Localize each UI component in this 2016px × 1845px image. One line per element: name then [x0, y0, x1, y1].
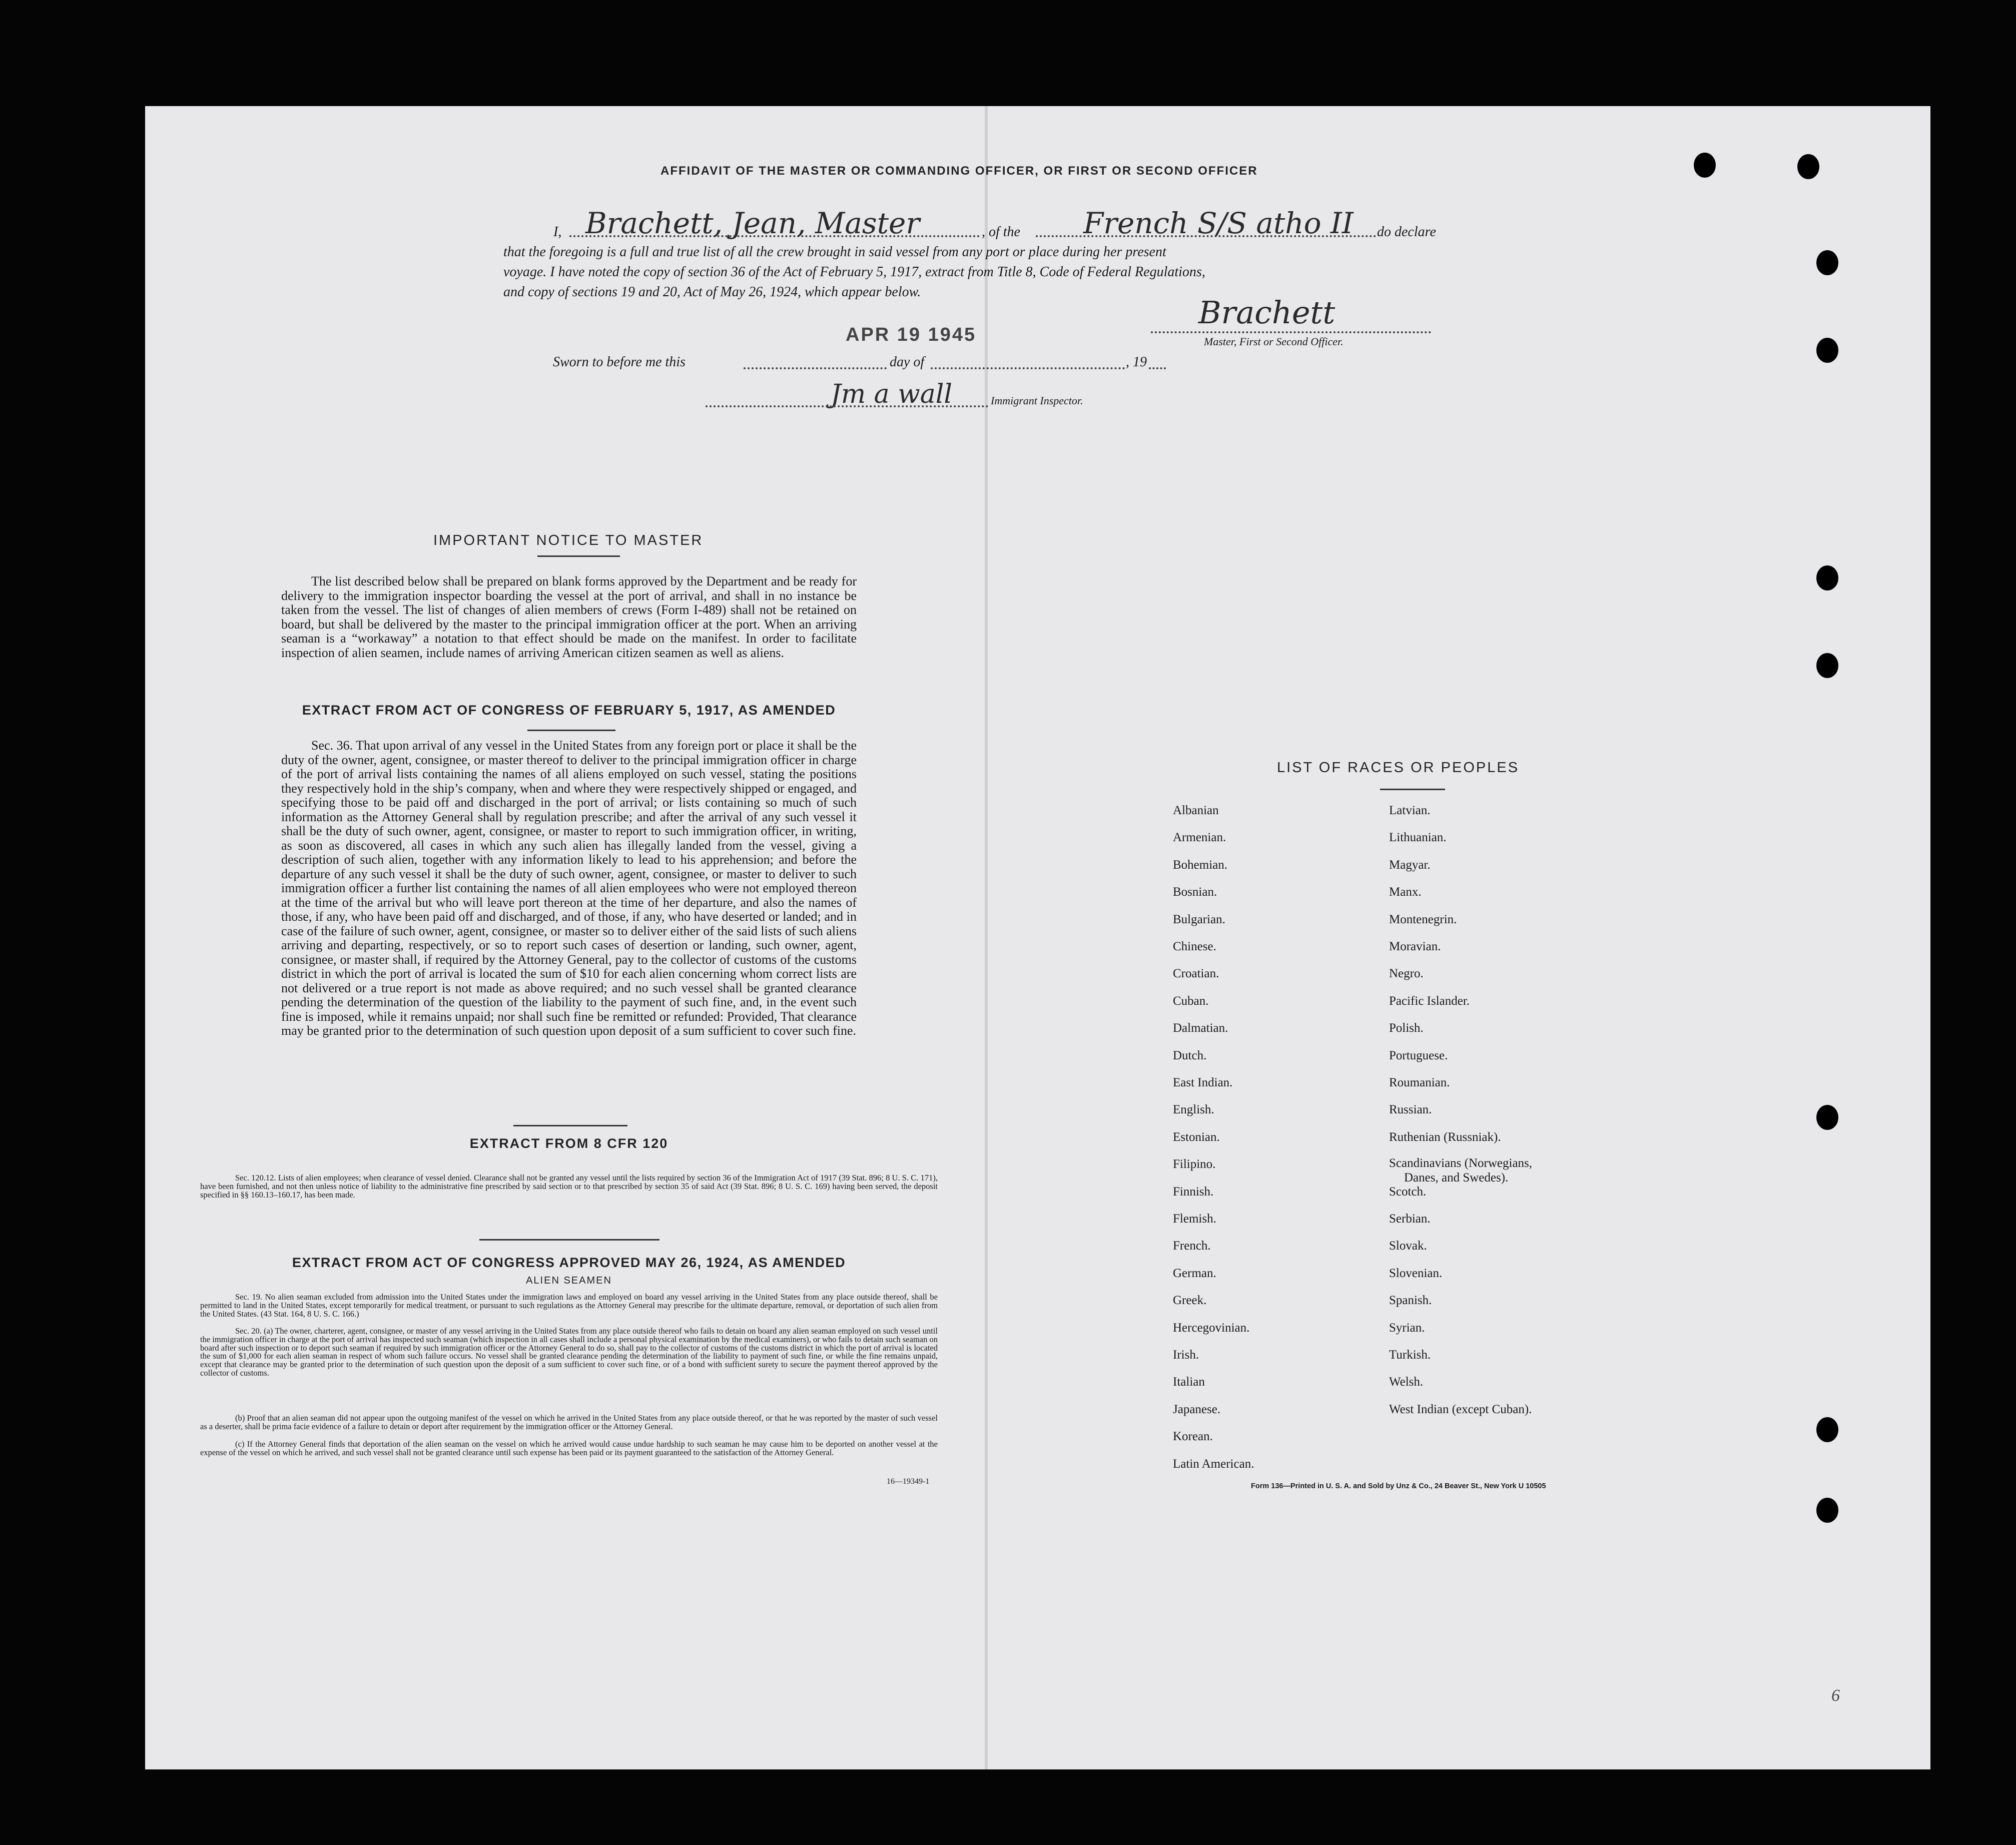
- notice-title: IMPORTANT NOTICE TO MASTER: [433, 532, 704, 548]
- race-item: Greek.: [1173, 1294, 1207, 1308]
- vessel-name-handwritten: French S/S atho II: [1083, 206, 1354, 240]
- affidavit-line-4: and copy of sections 19 and 20, Act of May 26, 1924, which appear below.: [503, 284, 921, 300]
- divider: [1380, 789, 1445, 790]
- race-item: Slovenian.: [1389, 1266, 1443, 1280]
- form-code: 16—19349-1: [887, 1477, 930, 1486]
- day-of-text: day of: [890, 354, 925, 370]
- page-fold: [985, 106, 988, 1769]
- race-item: Serbian.: [1389, 1212, 1431, 1225]
- signature-line: [1151, 331, 1431, 333]
- corner-mark: 6: [1831, 1686, 1840, 1705]
- extract-1924-sec20c: (c) If the Attorney General finds that deportation of the alien seaman on the vessel on which he arrived would cause undue hardship to such seaman he may cause him to be deported on another vessel at the expense of the vessel on which he arrived, and such vessel shall not be granted clearance until such expense has been paid or its payment guaranteed to the satisfaction of the Attorney General.: [200, 1439, 938, 1457]
- inspector-signature: Jm a wall: [831, 379, 952, 409]
- year-line: [1149, 367, 1166, 369]
- race-item: Finnish.: [1173, 1184, 1214, 1198]
- race-item: Dalmatian.: [1173, 1021, 1228, 1035]
- race-item: Cuban.: [1173, 994, 1209, 1008]
- race-item: Slovak.: [1389, 1239, 1427, 1253]
- divider: [513, 1125, 627, 1126]
- race-item: Negro.: [1389, 967, 1424, 981]
- extract-1924-sec20b: (b) Proof that an alien seaman did not appear upon the outgoing manifest of the vessel on which he arrived in the United States from any place outside thereof, or that he was reported by the master of such vessel as a deserter, shall be prima facie evidence of a failure to detain or deport after requirement by the immigration officer or the Attorney General.: [200, 1413, 938, 1431]
- race-item: Turkish.: [1389, 1348, 1431, 1362]
- race-item: Filipino.: [1173, 1157, 1216, 1171]
- affidavit-line-3: voyage. I have noted the copy of section 36 of the Act of February 5, 1917, extract from Title 8, Code of Federal Regulations,: [503, 264, 1205, 280]
- race-item: Portuguese.: [1389, 1048, 1448, 1062]
- race-item: Italian: [1173, 1375, 1205, 1389]
- cfr-body: Sec. 120.12. Lists of alien employees; when clearance of vessel denied. Clearance shall not be granted any vessel until the lists required by section 36 of the Immigration Act of 1917 (39 Stat. 896; 8 U. S. C. 171), have been furnished, and not then unless notice of liability to the administrative fine prescribed by said section or to that prescribed by section 35 of said Act (39 Stat. 896; 8 U. S. C. 169) having been served, the deposit specified in §§ 160.13–160.17, has been made.: [200, 1173, 938, 1199]
- inspector-line: [706, 405, 988, 407]
- race-item: Ruthenian (Russniak).: [1389, 1130, 1501, 1144]
- printer-line: Form 136—Printed in U. S. A. and Sold by Unz & Co., 24 Beaver St., New York U 10505: [1251, 1482, 1546, 1490]
- binder-hole: [1816, 653, 1838, 678]
- race-item: Manx.: [1389, 885, 1422, 899]
- race-item: Spanish.: [1389, 1294, 1432, 1308]
- binder-hole: [1816, 338, 1838, 363]
- race-item: Lithuanian.: [1389, 831, 1447, 845]
- race-item: Dutch.: [1173, 1048, 1207, 1062]
- master-signature: Brachett: [1198, 294, 1335, 331]
- notice-body: The list described below shall be prepared on blank forms approved by the Department and be ready for delivery to the immigration inspector boarding the vessel at the port of arrival, and shall in no instance be taken from the vessel. The list of changes of alien members of crews (Form I-489) shall not be retained on board, but shall be delivered by the master to the principal immigration officer at the port. When an arriving seaman is a “workaway” a notation to that effect should be made on the manifest. In order to facilitate inspection of alien seamen, include names of arriving American citizen seamen as well as aliens.: [281, 574, 857, 660]
- race-item: Korean.: [1173, 1430, 1213, 1444]
- race-item: East Indian.: [1173, 1076, 1233, 1089]
- binder-hole: [1816, 250, 1838, 275]
- binder-hole: [1816, 565, 1838, 590]
- race-item: Scandinavians (Norwegians,: [1389, 1156, 1533, 1170]
- of-the-text: , of the: [982, 224, 1020, 240]
- alien-seamen-subtitle: ALIEN SEAMEN: [526, 1275, 612, 1286]
- month-line: [931, 367, 1125, 369]
- race-item: Syrian.: [1389, 1321, 1425, 1335]
- race-item: Chinese.: [1173, 940, 1216, 953]
- race-item: Estonian.: [1173, 1130, 1220, 1144]
- inspector-caption: Immigrant Inspector.: [991, 394, 1083, 407]
- race-item: French.: [1173, 1239, 1211, 1253]
- race-item: Armenian.: [1173, 831, 1226, 845]
- race-item: Polish.: [1389, 1021, 1424, 1035]
- race-item: English.: [1173, 1103, 1214, 1117]
- race-item: Scotch.: [1389, 1184, 1427, 1198]
- race-item: West Indian (except Cuban).: [1389, 1402, 1532, 1416]
- affidavit-line-2: that the foregoing is a full and true list of all the crew brought in said vessel from any port or place during her present: [503, 244, 1166, 260]
- race-item: Danes, and Swedes).: [1404, 1171, 1509, 1185]
- race-item: Bosnian.: [1173, 885, 1217, 899]
- race-item: Welsh.: [1389, 1375, 1424, 1389]
- binder-hole: [1797, 154, 1819, 179]
- extract-1924-sec20a: Sec. 20. (a) The owner, charterer, agent, consignee, or master of any vessel arriving in the United States from any place outside thereof who fails to detain on board any alien seaman employed on such vessel until the immigration officer in charge at the port of arrival has inspected such seaman (which inspection in all cases shall include a personal physical examination by the medical examiners), or who fails to detain such seaman on board after such inspection or to deport such seaman if required by such immigration officer or the Attorney General to do so, shall pay to the collector of customs of the customs district in which the port of arrival is located the sum of $1,000 for each alien seaman in respect of whom such failure occurs. No vessel shall be granted clearance pending the determination of the liability to payment of such fine, or while the fine remains unpaid, except that clearance may be granted prior to the determination of such question upon the deposit of a sum sufficient to cover such fine, or of a bond with sufficient surety to secure the payment thereof approved by the collector of customs.: [200, 1326, 938, 1378]
- race-item: Bohemian.: [1173, 858, 1228, 872]
- binder-hole: [1816, 1417, 1838, 1442]
- extract-1917-body: Sec. 36. That upon arrival of any vessel in the United States from any foreign port or place it shall be the duty of the owner, agent, consignee, or master thereof to deliver to the principal immigration officer in charge of the port of arrival lists containing the names of all aliens employed on such vessel, stating the positions they respectively hold in the ship’s company, when and where they were respectively shipped or engaged, and specifying those to be paid off and discharged in the port of arrival; or lists containing so much of such information as the Attorney General shall by regulation prescribe; and after the arrival of any such vessel it shall be the duty of such owner, agent, consignee, or master to report to such immigration officer, in writing, as soon as discovered, all cases in which any such alien has illegally landed from the vessel, giving a description of such alien, together with any information likely to lead to his apprehension; and before the departure of any such vessel it shall be the duty of such owner, agent, consignee, or master to deliver to such immigration officer a further list containing the names of all alien employees who were not employed thereon at the time of the arrival but who will leave port thereon at the time of her departure, and also the names of those, if any, who have been paid off and discharged, and of those, if any, who have deserted or landed; and in case of the failure of such owner, agent, consignee, or master so to deliver either of the said lists of such aliens arriving and departing, respectively, or so to report such cases of desertion or landing, such owner, agent, consignee, or master shall, if required by the Attorney General, pay to the collector of customs of the customs district in which the port of arrival is located the sum of $10 for each alien concerning whom correct lists are not delivered or a true report is not made as above required; and no such vessel shall be granted clearance pending the determination of the question of the liability to the payment of such fine, and, in the event such fine is imposed, while it remains unpaid; nor shall such fine be remitted or refunded: Provided, That clearance may be granted prior to the determination of such question upon deposit of a sum sufficient to cover such fine.: [281, 738, 857, 1038]
- binder-hole: [1816, 1105, 1838, 1130]
- race-item: Japanese.: [1173, 1402, 1221, 1416]
- date-stamp: APR 19 1945: [846, 324, 977, 345]
- sworn-text: Sworn to before me this: [553, 354, 686, 370]
- divider: [537, 555, 620, 557]
- extract-1917-title: EXTRACT FROM ACT OF CONGRESS OF FEBRUARY 5, 1917, AS AMENDED: [302, 703, 836, 718]
- signature-caption: Master, First or Second Officer.: [1204, 335, 1343, 348]
- race-item: Montenegrin.: [1389, 912, 1457, 926]
- affidavit-title: AFFIDAVIT OF THE MASTER OR COMMANDING OFFICER, OR FIRST OR SECOND OFFICER: [660, 164, 1258, 178]
- binder-hole: [1816, 1498, 1838, 1523]
- year-text: , 19: [1126, 354, 1147, 370]
- extract-1924-title: EXTRACT FROM ACT OF CONGRESS APPROVED MAY 26, 1924, AS AMENDED: [292, 1255, 846, 1270]
- do-declare-text: do declare: [1377, 224, 1436, 240]
- races-title: LIST OF RACES OR PEOPLES: [1277, 760, 1520, 776]
- divider: [527, 730, 615, 731]
- affidavit-prefix: I,: [553, 224, 562, 240]
- race-item: Latvian.: [1389, 804, 1431, 817]
- race-item: Bulgarian.: [1173, 912, 1225, 926]
- day-line: [744, 367, 887, 369]
- master-name-handwritten: Brachett, Jean, Master: [585, 206, 920, 240]
- race-item: Roumanian.: [1389, 1076, 1450, 1089]
- divider: [479, 1239, 659, 1241]
- race-item: Magyar.: [1389, 858, 1431, 872]
- race-item: Moravian.: [1389, 940, 1441, 953]
- race-item: Hercegovinian.: [1173, 1321, 1250, 1335]
- cfr-title: EXTRACT FROM 8 CFR 120: [469, 1136, 668, 1151]
- race-item: Pacific Islander.: [1389, 994, 1470, 1008]
- race-item: Croatian.: [1173, 967, 1219, 981]
- race-item: Latin American.: [1173, 1457, 1254, 1471]
- binder-hole: [1694, 153, 1716, 178]
- race-item: Albanian: [1173, 804, 1219, 817]
- race-item: Russian.: [1389, 1103, 1432, 1117]
- race-item: Flemish.: [1173, 1212, 1216, 1225]
- race-item: German.: [1173, 1266, 1216, 1280]
- extract-1924-sec19: Sec. 19. No alien seaman excluded from admission into the United States under the immigration laws and employed on board any vessel arriving in the United States from any place outside thereof, shall be permitted to land in the United States, except temporarily for medical treatment, or pursuant to such regulations as the Attorney General may prescribe for the ultimate departure, removal, or deportation of such alien from the United States. (43 Stat. 164, 8 U. S. C. 166.): [200, 1292, 938, 1319]
- race-item: Irish.: [1173, 1348, 1199, 1362]
